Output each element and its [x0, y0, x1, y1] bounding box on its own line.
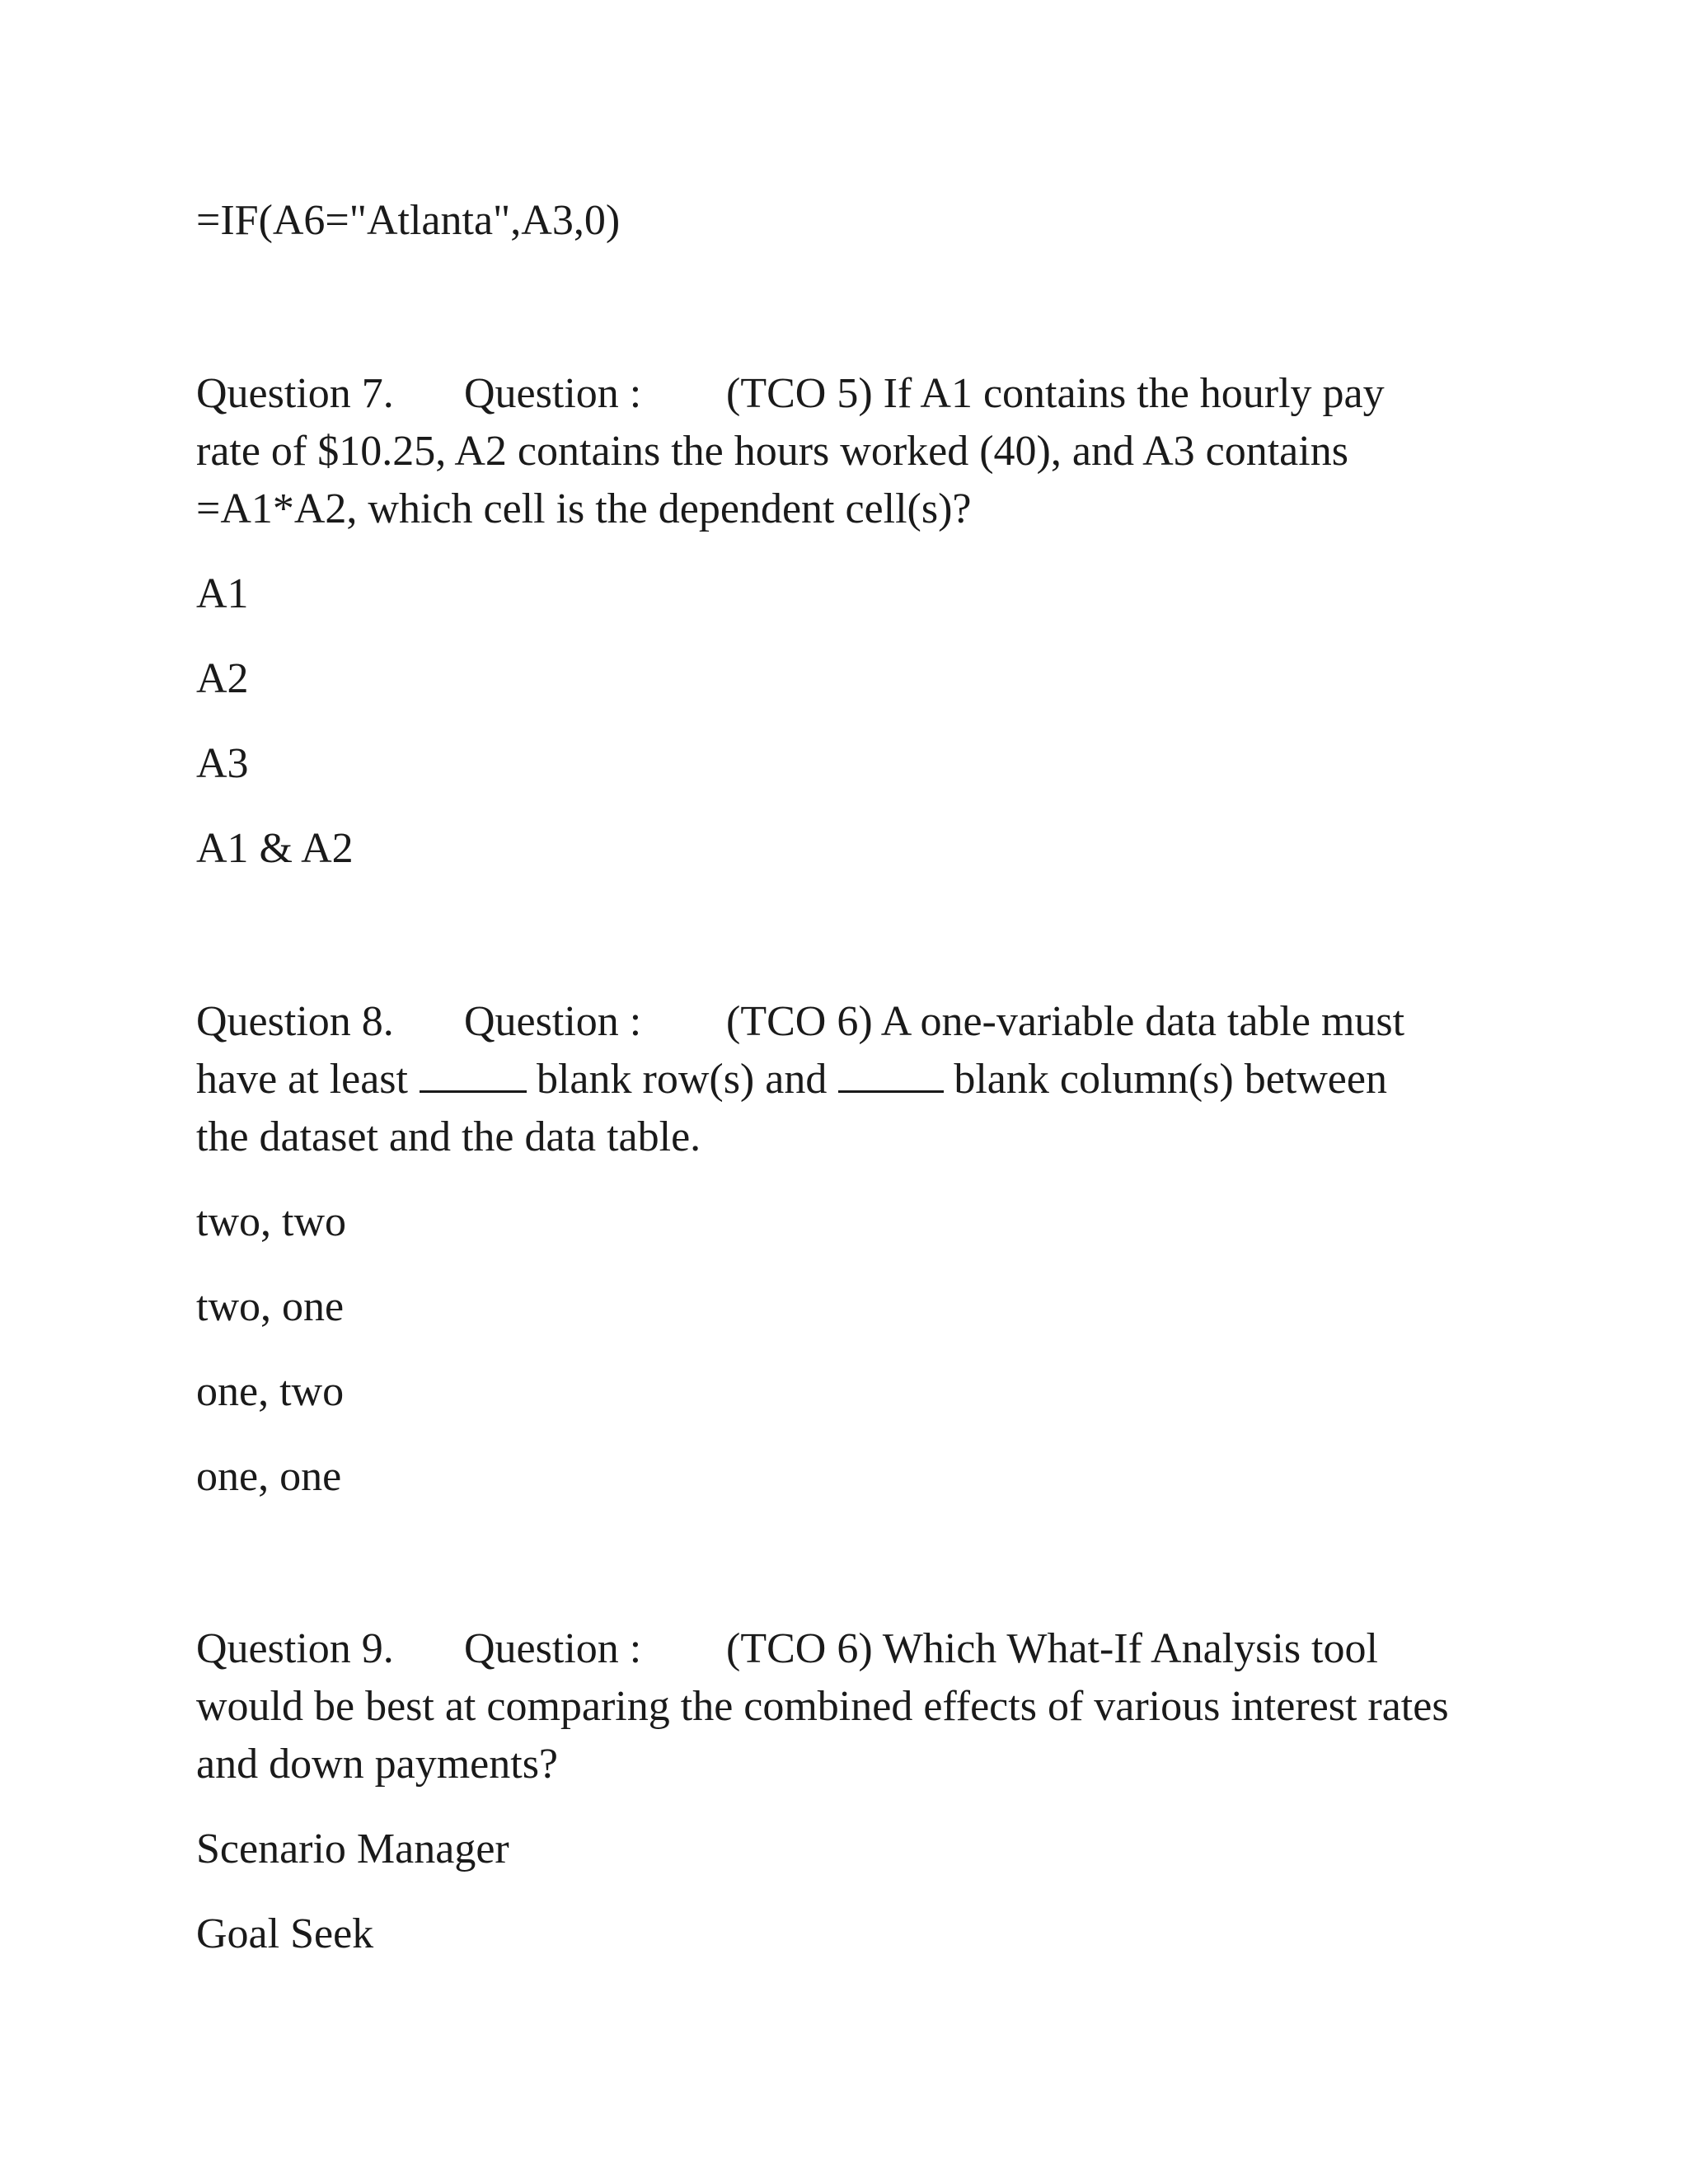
question-text: (TCO 6) Which What-If Analysis tool: [726, 1625, 1378, 1672]
question-number: Question 9.: [196, 1625, 394, 1672]
answer-option[interactable]: Scenario Manager: [196, 1825, 509, 1872]
answer-option[interactable]: Goal Seek: [196, 1910, 374, 1957]
question-label: Question :: [464, 998, 642, 1045]
question-label: Question :: [464, 1625, 642, 1672]
answer-option[interactable]: A3: [196, 740, 249, 787]
question-8-heading: [196, 993, 1404, 1051]
question-text: =A1*A2, which cell is the dependent cell(s)?: [196, 485, 972, 532]
answer-option[interactable]: one, two: [196, 1368, 345, 1415]
answer-option[interactable]: A1: [196, 570, 249, 617]
answer-blank: [420, 1054, 527, 1093]
question-text: blank row(s) and: [536, 1056, 828, 1103]
question-text: rate of $10.25, A2 contains the hours worked (40), and A3 contains: [196, 428, 1348, 475]
question-text: blank column(s) between: [954, 1056, 1387, 1103]
answer-blank: [838, 1054, 944, 1093]
answer-option[interactable]: two, one: [196, 1283, 345, 1330]
answer-option[interactable]: A1 & A2: [196, 825, 354, 872]
answer-option[interactable]: two, two: [196, 1198, 346, 1245]
formula-text: =IF(A6="Atlanta",A3,0): [196, 197, 621, 244]
question-text: the dataset and the data table.: [196, 1113, 701, 1160]
question-text: would be best at comparing the combined effects of various interest rates: [196, 1683, 1449, 1730]
question-number: Question 7.: [196, 370, 394, 417]
question-text: (TCO 6) A one-variable data table must: [726, 998, 1405, 1045]
question-9-heading: [196, 1620, 1378, 1678]
question-7-heading: [196, 365, 1385, 423]
answer-option[interactable]: A2: [196, 655, 249, 702]
question-text-line: [196, 1051, 1387, 1108]
question-text: (TCO 5) If A1 contains the hourly pay: [726, 370, 1385, 417]
question-text: and down payments?: [196, 1741, 559, 1788]
answer-option[interactable]: one, one: [196, 1453, 342, 1500]
question-text: have at least: [196, 1056, 408, 1103]
question-number: Question 8.: [196, 998, 394, 1045]
question-label: Question :: [464, 370, 642, 417]
